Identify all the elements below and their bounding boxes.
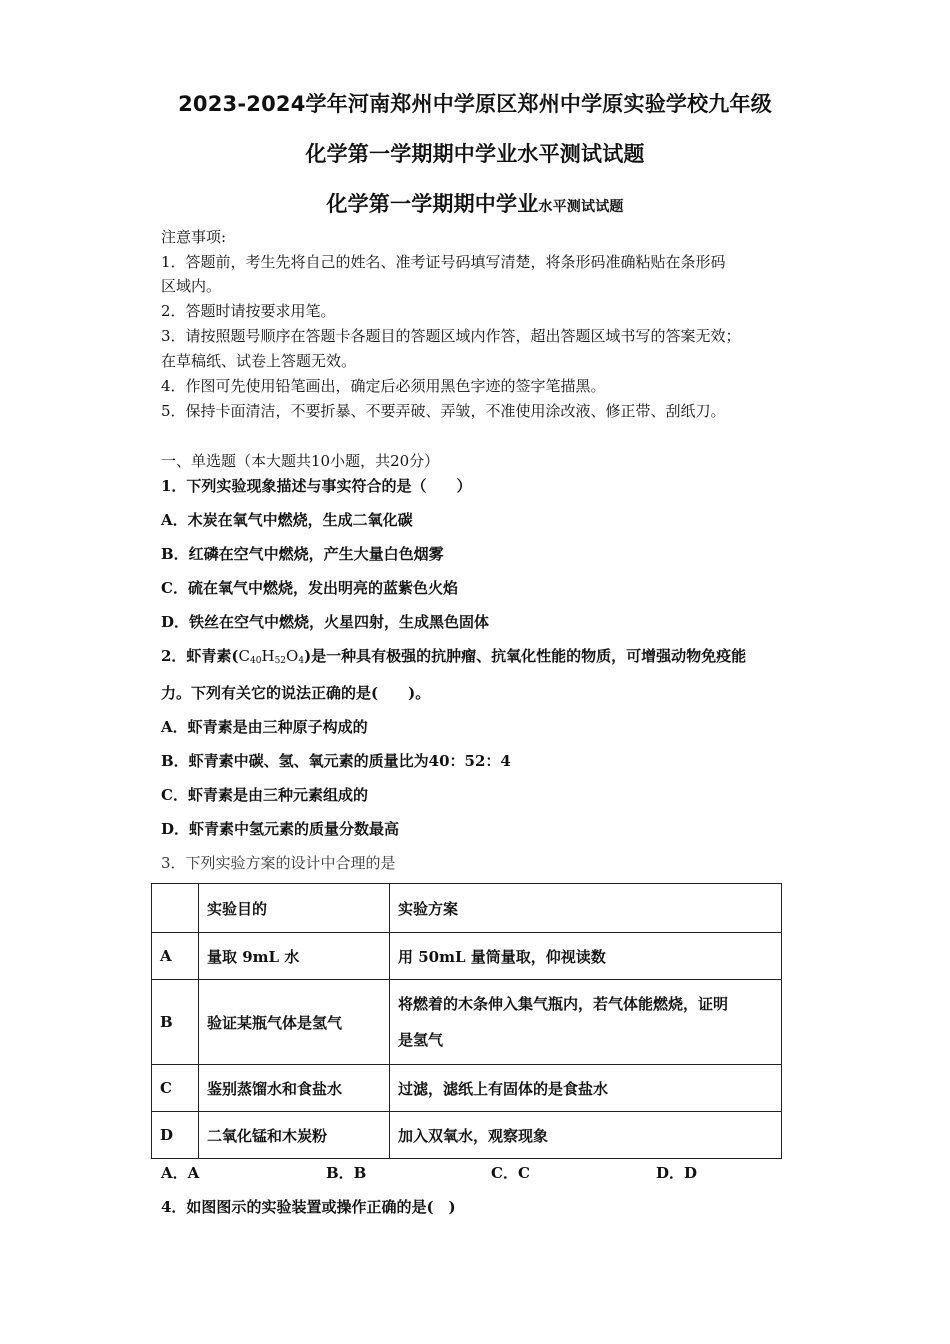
row-plan: 加入双氧水，观察现象 [390, 1112, 782, 1159]
q3-option-d: D．D [656, 1164, 698, 1182]
row-purpose: 量取 9mL 水 [199, 933, 390, 980]
notice-item: 5．保持卡面清洁，不要折暴、不要弄破、弄皱，不准使用涂改液、修正带、刮纸刀。 [161, 402, 726, 420]
formula-h: H [261, 647, 275, 665]
row-plan-line1: 将燃着的木条伸入集气瓶内，若气体能燃烧，证明 [398, 995, 729, 1013]
q3-option-a: A．A [161, 1164, 200, 1182]
q2-option-b: B．虾青素中碳、氢、氧元素的质量比为40：52：4 [161, 752, 511, 770]
q3-stem: 3．下列实验方案的设计中合理的是 [161, 854, 396, 872]
table-row [152, 980, 782, 1065]
row-key: D [152, 1112, 199, 1159]
row-plan: 过滤，滤纸上有固体的是食盐水 [390, 1065, 782, 1112]
page-title-line3 [0, 188, 950, 218]
row-purpose: 鉴别蒸馏水和食盐水 [199, 1065, 390, 1112]
notice-item: 1．答题前，考生先将自己的姓名、准考证号码填写清楚，将条形码准确粘贴在条形码 [161, 253, 726, 271]
q2-option-c: C．虾青素是由三种元素组成的 [161, 786, 368, 804]
title-line3-small: 水平测试试题 [538, 199, 624, 215]
title-line3-large: 化学第一学期期中学业 [326, 192, 539, 216]
q1-stem: 1．下列实验现象描述与事实符合的是（ ） [161, 477, 472, 495]
notice-item: 3．请按照题号顺序在答题卡各题目的答题区域内作答，超出答题区域书写的答案无效； [161, 327, 741, 345]
q1-option-c: C．硫在氧气中燃烧，发出明亮的蓝紫色火焰 [161, 579, 458, 597]
notice-item: 2．答题时请按要求用笔。 [161, 302, 336, 320]
table-row [152, 1112, 782, 1159]
q1-option-d: D．铁丝在空气中燃烧，火星四射，生成黑色固体 [161, 613, 490, 631]
formula-c-sub: 40 [250, 656, 262, 666]
page-title-line1: 2023-2024学年河南郑州中学原区郑州中学原实验学校九年级 [178, 92, 772, 116]
row-key: A [152, 933, 199, 980]
formula-o: O [286, 647, 299, 665]
q2-stem [161, 646, 746, 671]
q1-option-b: B．红磷在空气中燃烧，产生大量白色烟雾 [161, 545, 444, 563]
q3-option-c: C．C [491, 1164, 530, 1182]
formula-c: C [238, 647, 251, 665]
table-row [152, 1065, 782, 1112]
row-key: C [152, 1065, 199, 1112]
table-row [152, 933, 782, 980]
q4-stem: 4．如图图示的实验装置或操作正确的是( ) [161, 1198, 456, 1216]
q3-option-b: B．B [326, 1164, 367, 1182]
notice-item: 在草稿纸、试卷上答题无效。 [161, 352, 357, 370]
table-header-cell [152, 884, 199, 933]
section-heading: 一、单选题（本大题共10小题，共20分） [161, 452, 440, 470]
q1-option-a: A．木炭在氧气中燃烧，生成二氧化碳 [161, 511, 413, 529]
table-header-cell: 实验目的 [199, 884, 390, 933]
row-plan-line2: 是氢气 [398, 1031, 444, 1049]
row-plan [390, 980, 782, 1065]
formula-h-sub: 52 [274, 656, 287, 666]
notice-heading: 注意事项: [161, 228, 227, 246]
formula-o-sub: 4 [298, 656, 305, 666]
q2-option-a: A．虾青素是由三种原子构成的 [161, 718, 368, 736]
row-key: B [152, 980, 199, 1065]
row-purpose: 验证某瓶气体是氢气 [199, 980, 390, 1065]
row-plan: 用 50mL 量筒量取，仰视读数 [390, 933, 782, 980]
notice-item: 区域内。 [161, 277, 222, 295]
page-title-line2: 化学第一学期期中学业水平测试试题 [305, 142, 645, 166]
row-purpose: 二氧化锰和木炭粉 [199, 1112, 390, 1159]
q2-stem-line2: 力。下列有关它的说法正确的是( )。 [161, 684, 431, 702]
q2-option-d: D．虾青素中氢元素的质量分数最高 [161, 820, 400, 838]
q3-table [151, 883, 782, 1159]
q2-stem-suffix: )是一种具有极强的抗肿瘤、抗氧化性能的物质，可增强动物免疫能 [304, 647, 747, 665]
table-header-row [152, 884, 782, 933]
table-header-cell: 实验方案 [390, 884, 782, 933]
notice-item: 4．作图可先使用铅笔画出，确定后必须用黑色字迹的签字笔描黑。 [161, 377, 606, 395]
q2-stem-prefix: 2．虾青素( [161, 647, 239, 665]
